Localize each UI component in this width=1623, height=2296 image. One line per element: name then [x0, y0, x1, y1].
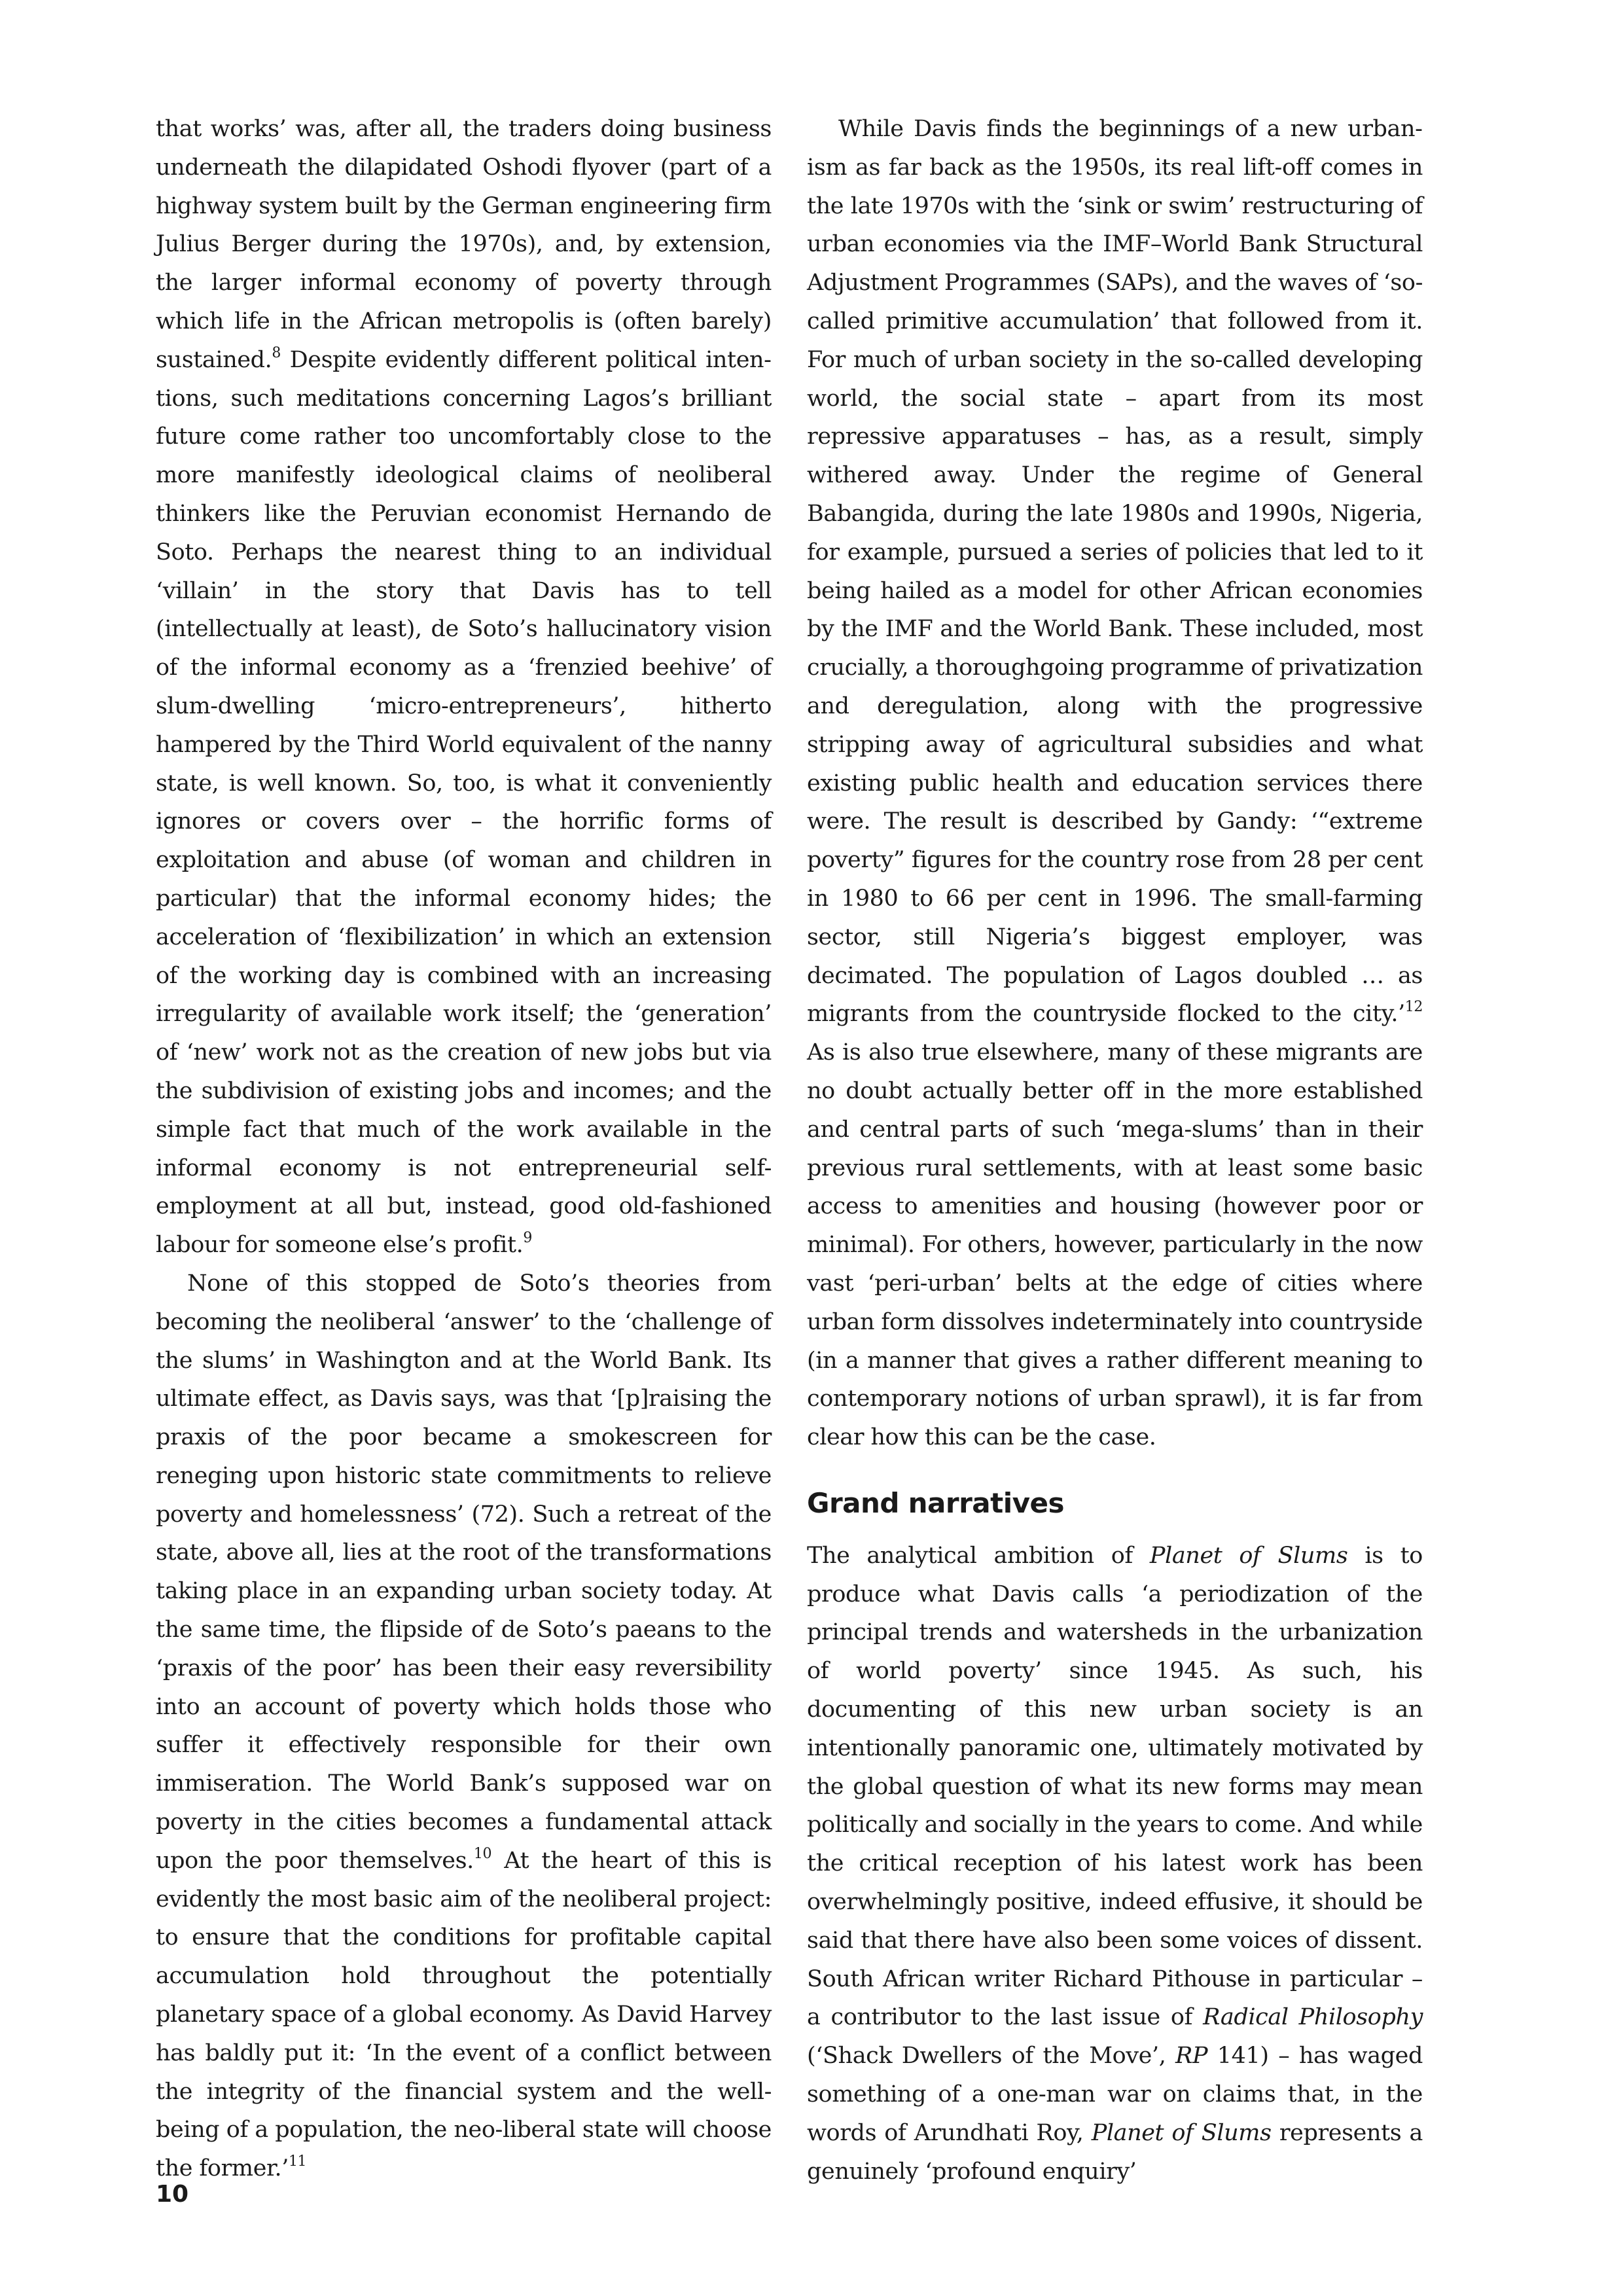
- footnote-ref: 8: [272, 344, 281, 361]
- page-number: 10: [156, 2181, 189, 2208]
- left-column: [156, 110, 772, 2188]
- italic-title: Planet of Slums: [1091, 2119, 1272, 2146]
- text-run: that works’ was, after all, the traders doing business underneath the dilapidated Oshodi flyover (part of a highway system built by the German engineering firm Julius Berger during the 1970s), and, by extension, the larger informal economy of poverty through which life in the African metropolis is (often barely) sustained.: [156, 116, 772, 373]
- text-run: represents a genuinely ‘profound enquiry’: [807, 2119, 1423, 2185]
- right-column: [807, 110, 1423, 2191]
- text-run: Despite evidently different political intentions, such meditations concerning Lagos’s brilliant future come rather too uncomfortably close to the more manifestly ideological claims of neoliberal thinkers like the Peruvian economist Hernando de Soto. Perhaps the nearest thing to an individual ‘villain’ in the story that Davis has to tell (intellectually at least), de Soto’s hallucinatory vision of the informal economy as a ‘frenzied beehive’ of slum-dwelling ‘micro-entrepreneurs’, hitherto hampered by the Third World equivalent of the nanny state, is well known. So, too, is what it conveniently ignores or covers over – the horrific forms of exploitation and abuse (of woman and children in particular) that the informal economy hides; the acceleration of ‘flexibilization’ in which an extension of the working day is combined with an increasing irregularity of available work itself; the ‘generation’ of ‘new’ work not as the creation of new jobs but via the subdivision of existing jobs and incomes; and the simple fact that much of the work available in the informal economy is not entrepreneurial self-employment at all but, instead, good old-fashioned labour for someone else’s profit.: [156, 346, 772, 1259]
- text-run: is to produce what Davis calls ‘a periodization of the principal trends and watersheds in the urbanization of world poverty’ since 1945. As such, his documenting of this new urban society is an intentionally panoramic one, ultimately motivated by the global question of what its new forms may mean politically and socially in the years to come. And while the critical reception of his latest work has been overwhelmingly positive, indeed effusive, it should be said that there have also been some voices of dissent. South African writer Richard Pithouse in particular – a contributor to the last issue of: [807, 1542, 1423, 2031]
- text-run: 141) – has waged something of a one-man war on claims that, in the words of Arundhati Roy,: [807, 2043, 1423, 2146]
- text-run: While Davis finds the beginnings of a new urbanism as far back as the 1950s, its real lift-off comes in the late 1970s with the ‘sink or swim’ restructuring of urban economies via the IMF–World Bank Structural Adjustment Programmes (SAPs), and the waves of ‘so-called primitive accumulation’ that followed from it. For much of urban society in the so-called developing world, the social state – apart from its most repressive apparatuses – has, as a result, simply withered away. Under the regime of General Babangida, during the late 1980s and 1990s, Nigeria, for example, pursued a series of policies that led to it being hailed as a model for other African economies by the IMF and the World Bank. These included, most crucially, a thoroughgoing programme of privatization and deregulation, along with the progressive stripping away of agricultural subsidies and what existing public health and education services there were. The result is described by Gandy: ‘“extreme poverty” figures for the country rose from 28 per cent in 1980 to 66 per cent in 1996. The small-farming sector, still Nigeria’s biggest employer, was decimated. The population of Lagos doubled … as migrants from the countryside flocked to the city.’: [807, 116, 1423, 1028]
- text-run: None of this stopped de Soto’s theories from becoming the neoliberal ‘answer’ to the ‘challenge of the slums’ in Washington and at the World Bank. Its ultimate effect, as Davis says, was that ‘[p]raising the praxis of the poor became a smokescreen for reneging upon historic state commitments to relieve poverty and homelessness’ (72). Such a retreat of the state, above all, lies at the root of the transformations taking place in an expanding urban society today. At the same time, the flipside of de Soto’s paeans to the ‘praxis of the poor’ has been their easy reversibility into an account of poverty which holds those who suffer it effectively responsible for their own immiseration. The World Bank’s supposed war on poverty in the cities becomes a fundamental attack upon the poor themselves.: [156, 1270, 772, 1874]
- paragraph: [807, 110, 1423, 1457]
- italic-title: Planet of Slums: [1149, 1542, 1348, 1569]
- footnote-ref: 11: [288, 2153, 307, 2170]
- paragraph: [156, 1265, 772, 2188]
- text-run: As is also true elsewhere, many of these migrants are no doubt actually better off in the more established and central parts of such ‘mega-slums’ than in their previous rural settlements, with at least some basic access to amenities and housing (however poor or minimal). For others, however, particularly in the now vast ‘peri-urban’ belts at the edge of cities where urban form dissolves indeterminately into countryside (in a manner that gives a rather different meaning to contemporary notions of urban sprawl), it is far from clear how this can be the case.: [807, 1039, 1423, 1451]
- footnote-ref: 10: [473, 1845, 492, 1862]
- footnote-ref: 9: [523, 1230, 532, 1247]
- italic-title: RP: [1175, 2043, 1208, 2070]
- text-run: At the heart of this is evidently the most basic aim of the neoliberal project: to ensure that the conditions for profitable capital accumulation hold throughout the potentially planetary space of a global economy. As David Harvey has baldly put it: ‘In the event of a conflict between the integrity of the financial system and the well-being of a population, the neo-liberal state will choose the former.’: [156, 1847, 772, 2182]
- footnote-ref: 12: [1404, 999, 1423, 1016]
- text-run: (‘Shack Dwellers of the Move’,: [807, 2043, 1176, 2070]
- paragraph: [807, 1537, 1423, 2191]
- section-heading: Grand narratives: [807, 1486, 1064, 1519]
- italic-title: Radical Philosophy: [1203, 2004, 1423, 2031]
- text-run: The analytical ambition of: [807, 1542, 1150, 1569]
- paragraph: [156, 110, 772, 1265]
